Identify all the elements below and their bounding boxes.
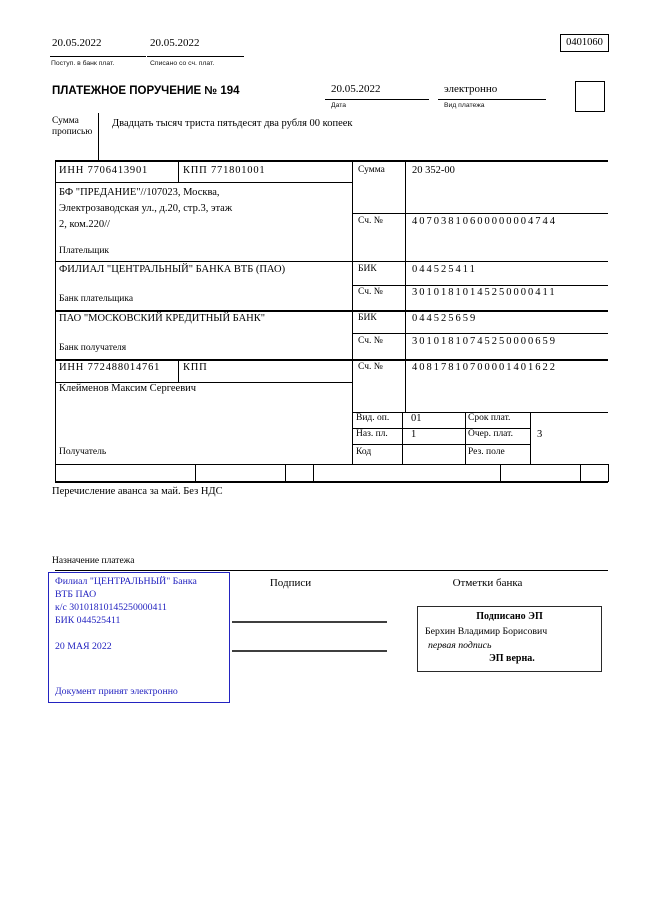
table-border: [55, 359, 608, 361]
esign-mark-box: [417, 606, 602, 672]
table-border: [405, 160, 406, 413]
order-value: 3: [537, 429, 543, 440]
payer-account-label: Сч. №: [358, 216, 383, 226]
table-border: [178, 359, 179, 383]
payer-bank-account: 30101810145250000411: [412, 287, 557, 298]
reserve-label: Рез. поле: [468, 447, 505, 457]
table-border: [580, 464, 581, 482]
table-border: [55, 464, 608, 465]
amount-words-divider: [98, 113, 99, 161]
purpose-underline: [55, 570, 608, 571]
payer-bank-account-label: Сч. №: [358, 287, 383, 297]
stamp-bank-name-line: Филиал "ЦЕНТРАЛЬНЫЙ" Банка: [55, 576, 197, 587]
esign-signer-name: Берхин Владимир Борисович: [425, 626, 548, 637]
payer-bank-bik-label: БИК: [358, 264, 377, 274]
payee-kpp-label: КПП: [183, 362, 208, 373]
payment-kind: электронно: [444, 83, 498, 95]
payee-bank-bik-label: БИК: [358, 313, 377, 323]
table-border: [285, 464, 286, 482]
signature-line: [232, 650, 387, 652]
payee-bank-account: 30101810745250000659: [412, 336, 557, 347]
esign-title: Подписано ЭП: [476, 611, 543, 622]
table-border: [55, 182, 352, 183]
document-date-underline: [325, 99, 429, 100]
table-border: [55, 160, 608, 162]
debited-date: 20.05.2022: [150, 37, 200, 49]
form-code-box: [560, 34, 609, 52]
payer-inn: ИНН 7706413901: [59, 165, 149, 176]
payment-purpose-text: Перечисление аванса за май. Без НДС: [52, 486, 223, 497]
esign-role: первая подпись: [428, 640, 492, 651]
amount-label: Сумма: [358, 165, 385, 175]
stamp-footer: Документ принят электронно: [55, 686, 178, 697]
table-border: [530, 412, 531, 465]
payee-name: Клейменов Максим Сергеевич: [59, 383, 197, 394]
table-border: [178, 160, 179, 183]
table-border: [500, 464, 501, 482]
table-border: [608, 464, 609, 482]
payer-address-line: БФ "ПРЕДАНИЕ"//107023, Москва,: [59, 187, 220, 198]
payee-account: 40817810700001401622: [412, 362, 557, 373]
payer-label: Плательщик: [59, 246, 110, 256]
stamp-bank-name-line: ВТБ ПАО: [55, 589, 97, 600]
payee-bank-label: Банк получателя: [59, 343, 127, 353]
bank-stamp-box: [48, 572, 230, 703]
term-label: Срок плат.: [468, 413, 511, 423]
payer-bank-bik: 044525411: [412, 264, 477, 275]
payer-address-line: 2, ком.220//: [59, 219, 110, 230]
table-border: [352, 160, 353, 464]
table-border: [352, 213, 608, 214]
debited-date-label: Списано со сч. плат.: [150, 60, 215, 67]
document-date-label: Дата: [331, 102, 347, 109]
table-border: [352, 444, 530, 445]
op-kind-label: Вид. оп.: [356, 413, 390, 423]
payer-address-line: Электрозаводская ул., д.20, стр.3, этаж: [59, 203, 233, 214]
payment-kind-label: Вид платежа: [444, 102, 485, 109]
payer-account: 40703810600000004744: [412, 216, 557, 227]
table-border: [55, 160, 56, 482]
payee-label: Получатель: [59, 447, 107, 457]
order-label: Очер. плат.: [468, 429, 513, 439]
payer-kpp: КПП 771801001: [183, 165, 266, 176]
received-date: 20.05.2022: [52, 37, 102, 49]
table-border: [195, 464, 196, 482]
amount-words-text: Двадцать тысяч триста пятьдесят два рубля 00 копеек: [112, 118, 353, 129]
table-border: [55, 481, 608, 483]
table-border: [55, 261, 608, 262]
document-date: 20.05.2022: [331, 83, 381, 95]
amount-words-label: Сумма прописью: [52, 116, 93, 137]
signatures-header: Подписи: [269, 577, 312, 589]
form-code: 0401060: [566, 37, 603, 48]
esign-verified: ЭП верна.: [489, 653, 535, 664]
purpose-code-label: Наз. пл.: [356, 429, 388, 439]
payee-inn: ИНН 772488014761: [59, 362, 161, 373]
payee-bank-bik: 044525659: [412, 313, 478, 324]
stamp-date: 20 МАЯ 2022: [55, 641, 112, 652]
debited-date-underline: [147, 56, 244, 57]
code-label: Код: [356, 447, 372, 457]
table-border: [352, 285, 608, 286]
payee-account-label: Сч. №: [358, 362, 383, 372]
signature-line: [232, 621, 387, 623]
op-kind-value: 01: [411, 413, 422, 424]
table-border: [55, 310, 608, 312]
table-border: [402, 412, 403, 465]
table-border: [313, 464, 314, 482]
received-date-underline: [50, 56, 146, 57]
amount-value: 20 352-00: [412, 165, 455, 176]
payee-bank-name: ПАО "МОСКОВСКИЙ КРЕДИТНЫЙ БАНК": [59, 313, 266, 324]
payer-bank-name: ФИЛИАЛ "ЦЕНТРАЛЬНЫЙ" БАНКА ВТБ (ПАО): [59, 264, 286, 275]
payee-bank-account-label: Сч. №: [358, 336, 383, 346]
table-border: [465, 412, 466, 465]
stamp-corr-account: к/с 30101810145250000411: [55, 602, 167, 613]
payment-purpose-label: Назначение платежа: [52, 556, 135, 566]
status-box: [575, 81, 605, 112]
stamp-bik: БИК 044525411: [55, 615, 121, 626]
payment-kind-underline: [438, 99, 546, 100]
bank-marks-header: Отметки банка: [452, 577, 523, 589]
document-title: ПЛАТЕЖНОЕ ПОРУЧЕНИЕ № 194: [52, 85, 240, 97]
purpose-code-value: 1: [411, 429, 417, 440]
received-date-label: Поступ. в банк плат.: [51, 60, 115, 67]
table-border: [352, 333, 608, 334]
payer-bank-label: Банк плательщика: [59, 294, 134, 304]
